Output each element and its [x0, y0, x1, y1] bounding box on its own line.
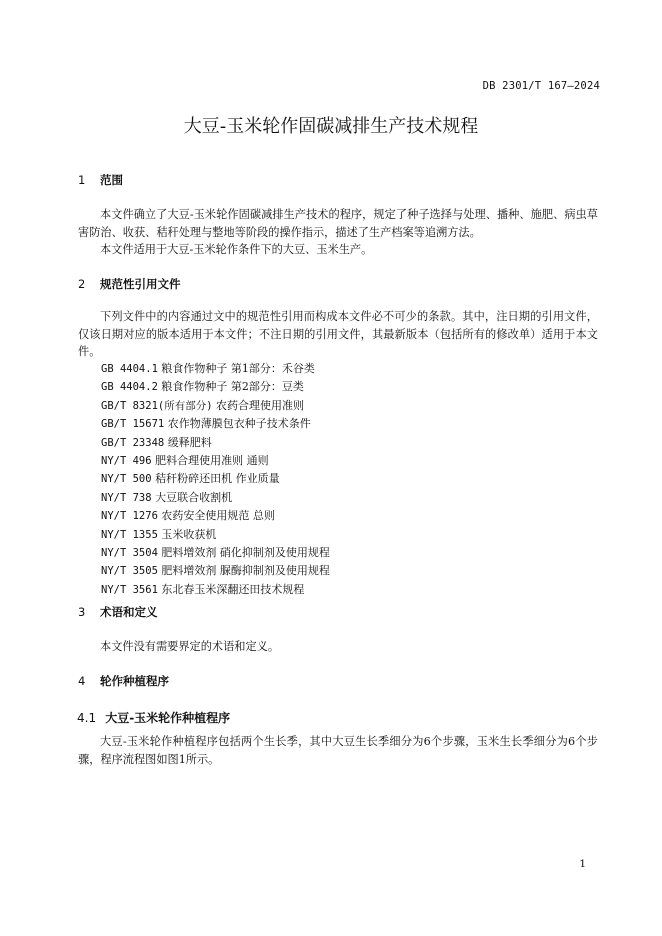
section-heading-normative-references — [78, 276, 181, 292]
section-heading-terms-definitions — [78, 604, 158, 620]
reference-name: 玉米收获机 — [161, 527, 217, 541]
scope-paragraph-1: 本文件确立了大豆-玉米轮作固碳减排生产技术的程序，规定了种子选择与处理、播种、施肥、病虫草害防治、收获、秸秆处理与整地等阶段的操作指示，描述了生产档案等追溯方法。 — [78, 208, 598, 239]
reference-code: GB/T 23348 — [101, 436, 165, 449]
section-title: 规范性引用文件 — [100, 277, 181, 291]
reference-item — [101, 434, 330, 452]
reference-item — [101, 360, 330, 378]
reference-name: 肥料合理使用准则 通则 — [155, 454, 269, 468]
reference-code: NY/T 496 — [101, 455, 152, 468]
reference-name: 秸秆粉碎还田机 作业质量 — [155, 472, 280, 486]
section-heading-scope — [78, 172, 123, 188]
references-intro-paragraph: 下列文件中的内容通过文中的规范性引用而构成本文件必不可少的条款。其中，注日期的引用文件，仅该日期对应的版本适用于本文件；不注日期的引用文件，其最新版本（包括所有的修改单）适用于本文件。 — [78, 310, 598, 358]
reference-item — [101, 526, 330, 544]
reference-item — [101, 452, 330, 470]
section-title: 轮作种植程序 — [100, 674, 170, 688]
document-title: 大豆-玉米轮作固碳减排生产技术规程 — [183, 116, 479, 137]
reference-code: NY/T 738 — [101, 491, 152, 504]
reference-code: NY/T 1276 — [101, 510, 158, 523]
subsection-title: 大豆-玉米轮作种植程序 — [105, 711, 231, 725]
reference-name: 东北春玉米深翻还田技术规程 — [161, 582, 305, 596]
reference-name: 粮食作物种子 第2部分：豆类 — [161, 380, 304, 394]
terms-paragraph: 本文件没有需要界定的术语和定义。 — [100, 640, 280, 653]
section-number: 1 — [78, 173, 86, 187]
reference-code: GB 4404.2 — [101, 381, 158, 394]
section-title: 术语和定义 — [100, 605, 158, 619]
page-number: 1 — [579, 858, 586, 870]
reference-item — [101, 415, 330, 433]
section-heading-rotation-procedure — [78, 673, 169, 689]
section-number: 3 — [78, 605, 86, 619]
reference-list — [101, 360, 330, 599]
reference-name: 农作物薄膜包衣种子技术条件 — [167, 417, 311, 431]
reference-code: GB/T 8321(所有部分) — [101, 399, 213, 412]
reference-item — [101, 470, 330, 488]
reference-name: 缓释肥料 — [167, 435, 212, 449]
reference-name: 粮食作物种子 第1部分：禾谷类 — [161, 362, 315, 375]
reference-name: 大豆联合收割机 — [155, 490, 233, 504]
reference-item — [101, 397, 330, 415]
reference-code: GB/T 15671 — [101, 418, 165, 431]
reference-code: NY/T 3561 — [101, 583, 158, 596]
reference-code: GB 4404.1 — [101, 363, 158, 375]
procedure-paragraph: 大豆-玉米轮作种植程序包括两个生长季，其中大豆生长季细分为6个步骤，玉米生长季细分为6个步骤，程序流程图如图1所示。 — [78, 735, 598, 766]
reference-name: 肥料增效剂 硝化抑制剂及使用规程 — [161, 546, 330, 560]
reference-code: NY/T 1355 — [101, 528, 158, 541]
reference-item — [101, 489, 330, 507]
section-title: 范围 — [100, 173, 124, 187]
scope-paragraph-2: 本文件适用于大豆-玉米轮作条件下的大豆、玉米生产。 — [100, 243, 373, 256]
reference-name: 农药合理使用准则 — [216, 398, 305, 412]
reference-code: NY/T 500 — [101, 473, 152, 486]
reference-code: NY/T 3505 — [101, 565, 158, 578]
reference-item — [101, 581, 330, 599]
subsection-number: 4.1 — [77, 711, 97, 725]
section-number: 2 — [78, 277, 86, 291]
reference-name: 农药安全使用规范 总则 — [161, 509, 275, 523]
reference-item — [101, 562, 330, 580]
reference-item — [101, 544, 330, 562]
reference-item — [101, 507, 330, 525]
document-code: DB 2301/T 167—2024 — [482, 80, 600, 92]
reference-item — [101, 378, 330, 396]
section-number: 4 — [78, 674, 86, 688]
reference-code: NY/T 3504 — [101, 547, 158, 560]
reference-name: 肥料增效剂 脲酶抑制剂及使用规程 — [161, 564, 330, 578]
subsection-heading-soybean-corn-procedure — [77, 709, 230, 726]
